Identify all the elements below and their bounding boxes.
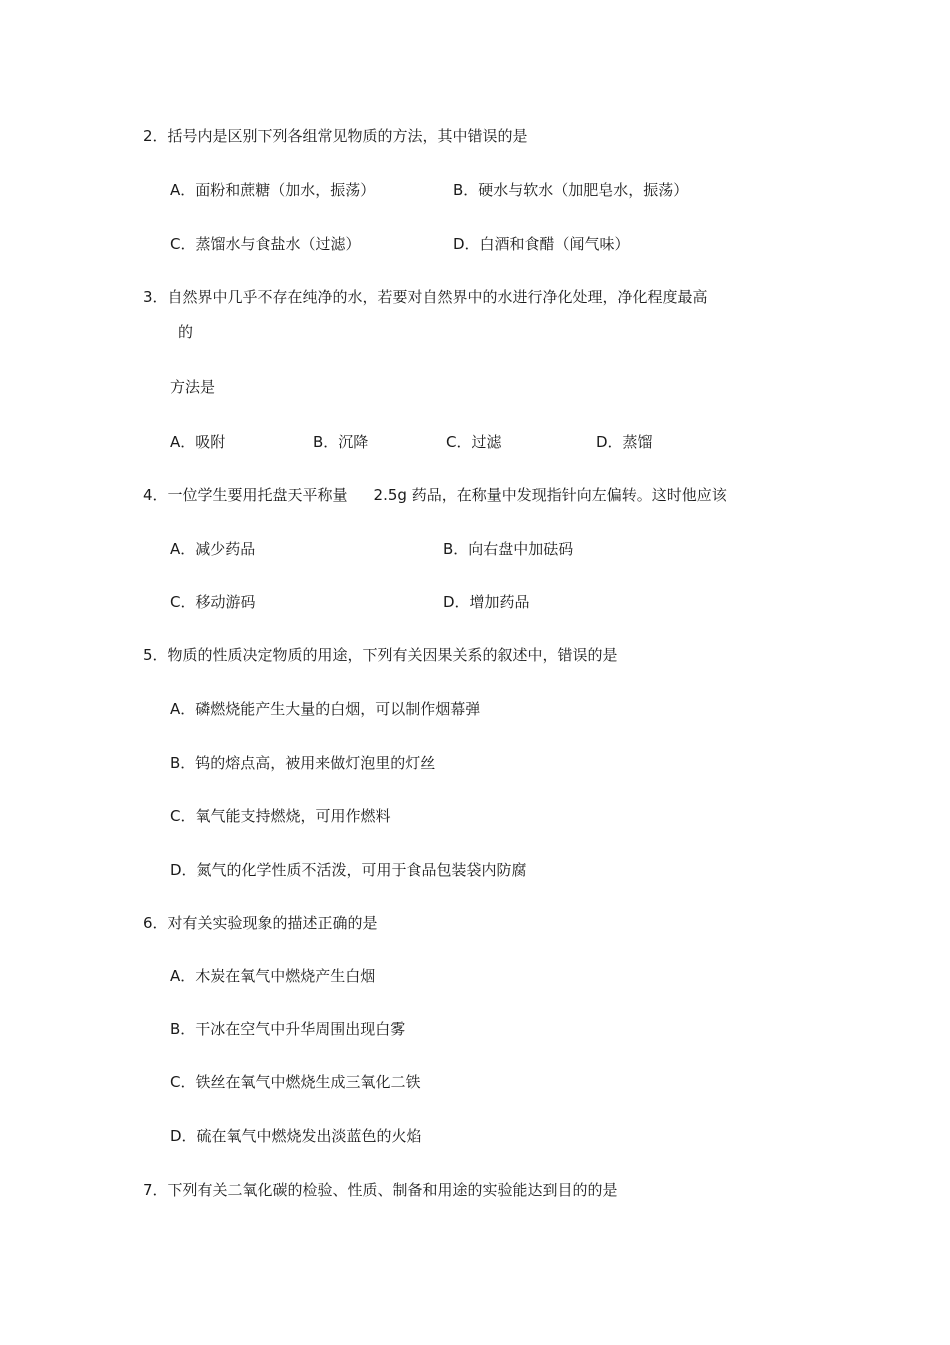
- question-5-option-c: C．氧气能支持燃烧，可用作燃料: [170, 807, 391, 825]
- question-5-stem: 5．物质的性质决定物质的用途，下列有关因果关系的叙述中，错误的是: [143, 646, 618, 664]
- question-3-option-c: C．过滤: [446, 433, 502, 451]
- question-2-stem: 2．括号内是区别下列各组常见物质的方法，其中错误的是: [143, 127, 528, 145]
- question-4-stem-part-2: 2.5g 药品，在称量中发现指针向左偏转。这时他应该: [373, 486, 727, 504]
- question-5-option-a: A．磷燃烧能产生大量的白烟，可以制作烟幕弹: [170, 700, 481, 718]
- question-6-option-b: B．干冰在空气中升华周围出现白雾: [170, 1020, 406, 1038]
- question-4-option-b: B．向右盘中加砝码: [443, 540, 574, 558]
- question-2-option-a: A．面粉和蔗糖（加水，振荡）: [170, 181, 376, 199]
- question-7-stem: 7．下列有关二氧化碳的检验、性质、制备和用途的实验能达到目的的是: [143, 1181, 618, 1199]
- question-5-option-b: B．钨的熔点高，被用来做灯泡里的灯丝: [170, 754, 436, 772]
- question-2-option-c: C．蒸馏水与食盐水（过滤）: [170, 235, 361, 253]
- question-3-option-a: A．吸附: [170, 433, 226, 451]
- question-2-option-b: B．硬水与软水（加肥皂水，振荡）: [453, 181, 689, 199]
- question-4-option-a: A．减少药品: [170, 540, 256, 558]
- question-6-option-a: A．木炭在氧气中燃烧产生白烟: [170, 967, 376, 985]
- question-4-stem-part-1: 4．一位学生要用托盘天平称量: [143, 486, 348, 504]
- question-3-stem-continued: 的: [178, 323, 194, 341]
- question-6-stem: 6．对有关实验现象的描述正确的是: [143, 914, 378, 932]
- question-6-option-d: D．硫在氧气中燃烧发出淡蓝色的火焰: [170, 1127, 422, 1145]
- question-5-option-d: D．氮气的化学性质不活泼，可用于食品包装袋内防腐: [170, 861, 527, 879]
- question-4-stem: [143, 485, 727, 505]
- question-3-stem-continued-2: 方法是: [170, 378, 216, 396]
- question-2-option-d: D．白酒和食醋（闻气味）: [453, 235, 630, 253]
- question-4-option-d: D．增加药品: [443, 593, 530, 611]
- question-3-option-d: D．蒸馏: [596, 433, 653, 451]
- question-3-option-b: B．沉降: [313, 433, 369, 451]
- question-6-option-c: C．铁丝在氧气中燃烧生成三氧化二铁: [170, 1073, 421, 1091]
- question-4-option-c: C．移动游码: [170, 593, 256, 611]
- question-3-stem: 3．自然界中几乎不存在纯净的水，若要对自然界中的水进行净化处理，净化程度最高: [143, 288, 708, 306]
